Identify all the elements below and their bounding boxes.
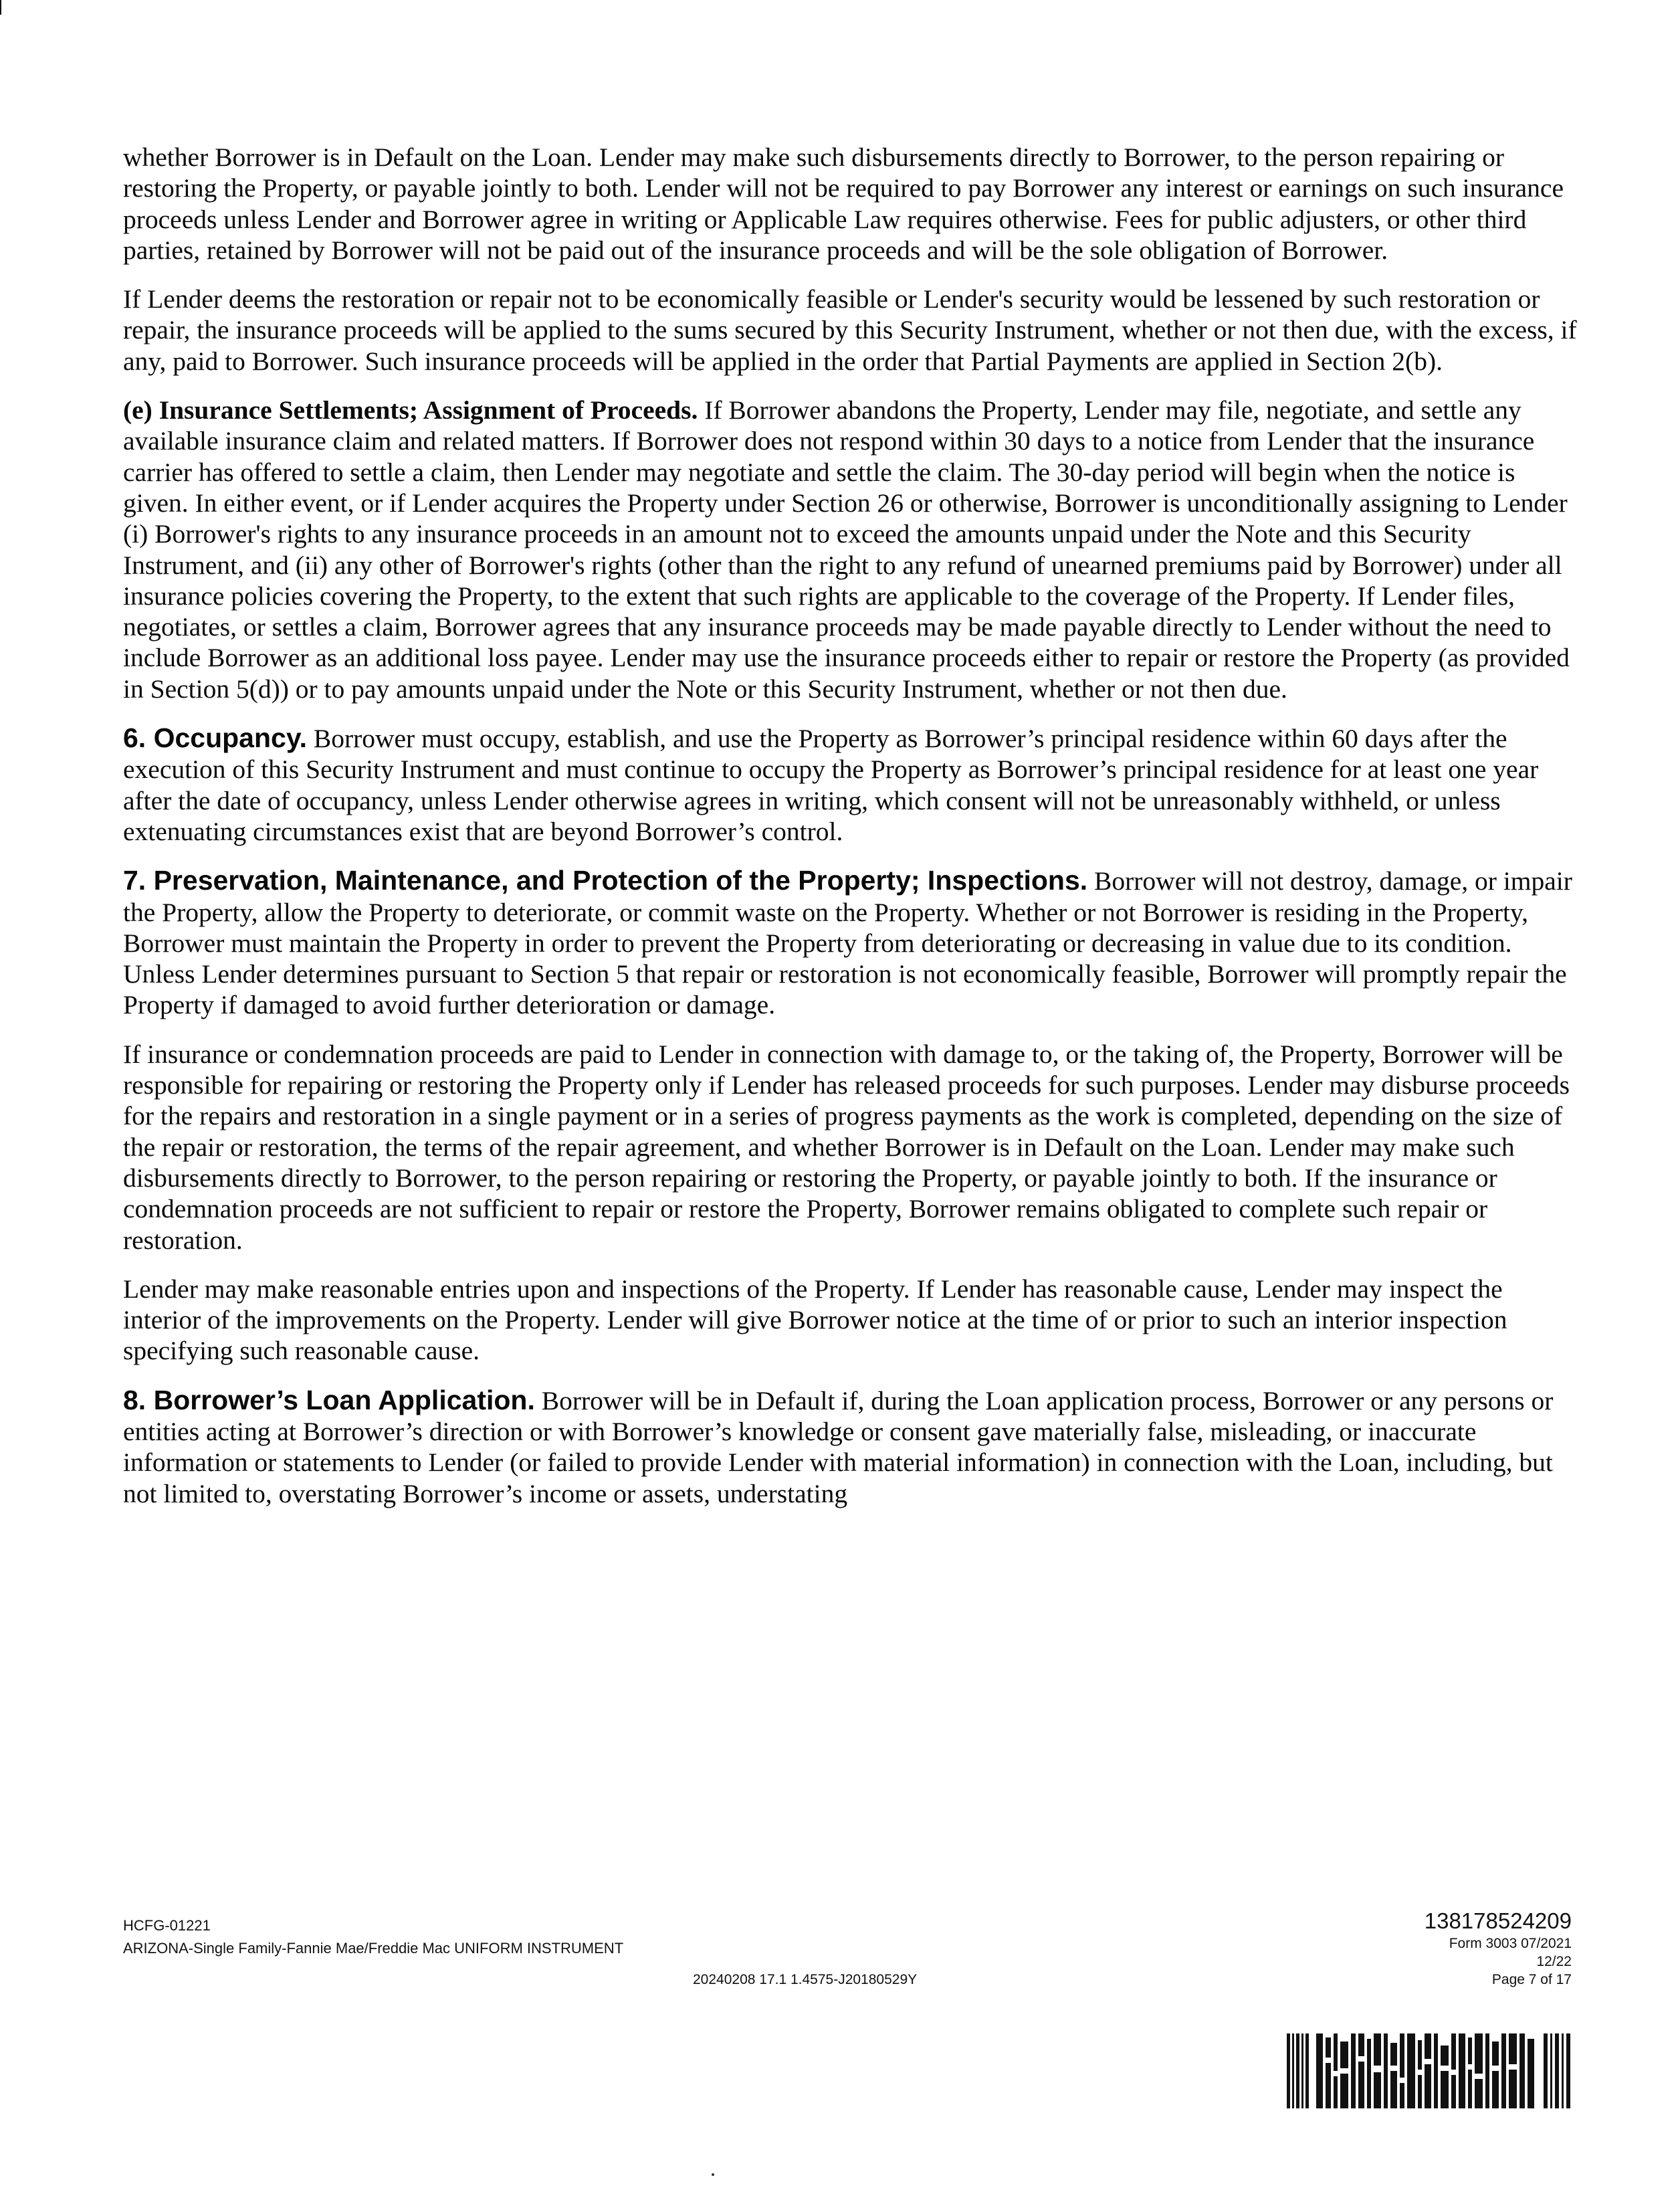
paragraph-insurance-settlements <box>123 395 1581 704</box>
paragraph-text: If Borrower abandons the Property, Lender may file, negotiate, and settle any available insurance claim and related matters. If Borrower does not respond within 30 days to a notice from Lender that the insurance carrier has offered to settle a claim, then Lender may negotiate and settle the claim. The 30-day period will begin when the notice is given. In either event, or if Lender acquires the Property under Section 26 or otherwise, Borrower is unconditionally assigning to Lender (i) Borrower's rights to any insurance proceeds in an amount not to exceed the amounts unpaid under the Note and this Security Instrument, and (ii) any other of Borrower's rights (other than the right to any refund of unearned premiums paid by Borrower) under all insurance policies covering the Property, to the extent that such rights are applicable to the coverage of the Property. If Lender files, negotiates, or settles a claim, Borrower agrees that any insurance proceeds may be made payable directly to Lender without the need to include Borrower as an additional loss payee. Lender may use the insurance proceeds either to repair or restore the Property (as provided in Section 5(d)) or to pay amounts unpaid under the Note or this Security Instrument, whether or not then due. <box>123 395 1570 704</box>
form-code: HCFG-01221 <box>123 1917 211 1934</box>
footer-left <box>123 1914 623 1960</box>
page-number: Page 7 of 17 <box>1491 1972 1572 1987</box>
subsection-heading: (e) Insurance Settlements; Assignment of Proceeds. <box>123 395 698 425</box>
section-7-preservation <box>123 865 1581 1020</box>
barcode-image <box>1287 2033 1576 2108</box>
scan-speck <box>712 2173 714 2176</box>
paragraph-text: Lender may make reasonable entries upon and inspections of the Property. If Lender has reasonable cause, Lender may inspect the interior of the improvements on the Property. Lender will give Borrower notice at the time of or prior to such an interior inspection specifying such reasonable cause. <box>123 1274 1507 1366</box>
form-number: Form 3003 07/2021 <box>1449 1936 1572 1951</box>
section-6-occupancy <box>123 722 1581 847</box>
paragraph-restoration-not-feasible <box>123 284 1581 377</box>
paragraph-text: If insurance or condemnation proceeds are paid to Lender in connection with damage to, or the taking of, the Property, Borrower will be responsible for repairing or restoring the Property only if Lender has released proceeds for such purposes. Lender may disburse proceeds for the repairs and restoration in a single payment or in a series of progress payments as the work is completed, depending on the size of the repair or restoration, the terms of the repair agreement, and whether Borrower is in Default on the Loan. Lender may make such disbursements directly to Borrower, to the person repairing or restoring the Property, or payable jointly to both. If the insurance or condemnation proceeds are not sufficient to repair or restore the Property, Borrower remains obligated to complete such repair or restoration. <box>123 1039 1570 1255</box>
section-heading: 6. Occupancy. <box>123 722 307 754</box>
loan-number: 138178524209 <box>1424 1908 1572 1933</box>
paragraph-text: whether Borrower is in Default on the Loan. Lender may make such disbursements directly to Borrower, to the person repairing or restoring the Property, or payable jointly to both. Lender will not be required to pay Borrower any interest or earnings on such insurance proceeds unless Lender and Borrower agree in writing or Applicable Law requires otherwise. Fees for public adjusters, or other third parties, retained by Borrower will not be paid out of the insurance proceeds and will be the sole obligation of Borrower. <box>123 142 1564 265</box>
footer-right <box>1425 1908 1572 1989</box>
paragraph-text: Borrower will not destroy, damage, or impair the Property, allow the Property to deteriorate, or commit waste on the Property. Whether or not Borrower is residing in the Property, Borrower must maintain the Property in order to prevent the Property from deteriorating or decreasing in value due to its condition. Unless Lender determines pursuant to Section 5 that repair or restoration is not economically feasible, Borrower will promptly repair the Property if damaged to avoid further deterioration or damage. <box>123 866 1572 1020</box>
scan-edge-mark <box>0 0 1 15</box>
paragraph-condemnation-proceeds <box>123 1039 1581 1256</box>
section-heading: 8. Borrower’s Loan Application. <box>123 1384 535 1415</box>
form-revision: 12/22 <box>1536 1954 1572 1969</box>
document-body <box>123 142 1581 1527</box>
instrument-title: ARIZONA-Single Family-Fannie Mae/Freddie Mac UNIFORM INSTRUMENT <box>123 1940 624 1957</box>
section-heading: 7. Preservation, Maintenance, and Protection of the Property; Inspections. <box>123 865 1088 896</box>
batch-id: 20240208 17.1 1.4575-J20180529Y <box>693 1972 918 1987</box>
section-8-loan-application <box>123 1385 1581 1509</box>
paragraph-text: If Lender deems the restoration or repair not to be economically feasible or Lender's security would be lessened by such restoration or repair, the insurance proceeds will be applied to the sums secured by this Security Instrument, whether or not then due, with the excess, if any, paid to Borrower. Such insurance proceeds will be applied in the order that Partial Payments are applied in Section 2(b). <box>123 284 1577 376</box>
paragraph-insurance-disbursement <box>123 142 1581 266</box>
paragraph-text: Borrower will be in Default if, during the Loan application process, Borrower or any persons or entities acting at Borrower’s direction or with Borrower’s knowledge or consent gave materially false, misleading, or inaccurate information or statements to Lender (or failed to provide Lender with material information) in connection with the Loan, including, but not limited to, overstating Borrower’s income or assets, understating <box>123 1385 1554 1508</box>
paragraph-inspections <box>123 1274 1581 1367</box>
paragraph-text: Borrower must occupy, establish, and use the Property as Borrower’s principal residence within 60 days after the execution of this Security Instrument and must continue to occupy the Property as Borrower’s principal residence for at least one year after the date of occupancy, unless Lender otherwise agrees in writing, which consent will not be unreasonably withheld, or unless extenuating circumstances exist that are beyond Borrower’s control. <box>123 724 1539 846</box>
